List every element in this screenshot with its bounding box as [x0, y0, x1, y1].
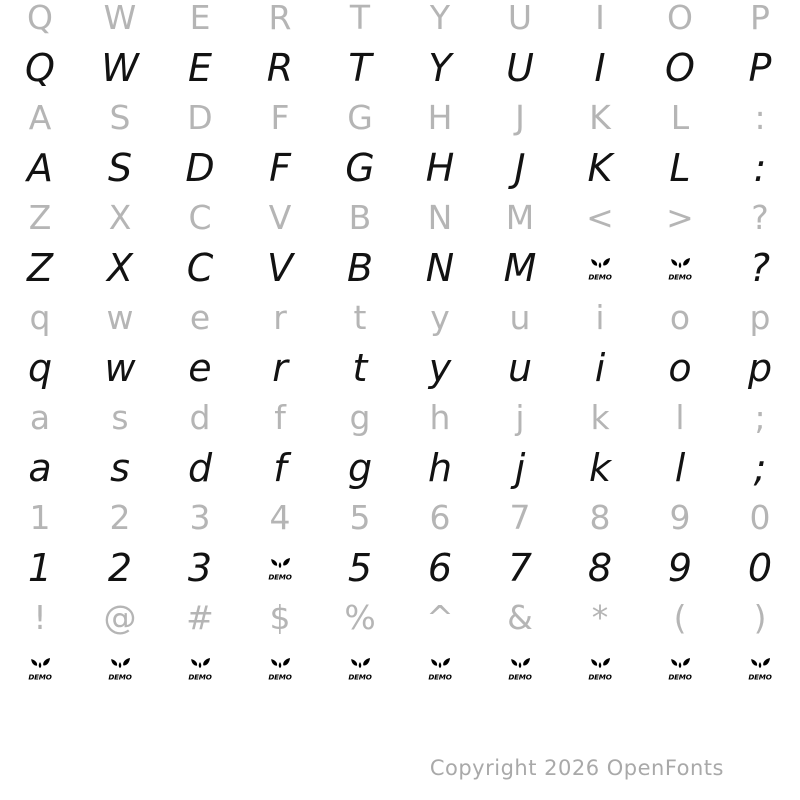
reference-row-caps-asdf — [0, 93, 800, 143]
svg-text:DEMO: DEMO — [428, 672, 452, 681]
specimen-glyph: B — [346, 246, 374, 290]
specimen-glyph: u — [507, 346, 533, 390]
reference-glyph: 6 — [429, 498, 451, 537]
specimen-row-caps-asdf — [0, 143, 800, 193]
svg-text:DEMO: DEMO — [588, 672, 612, 681]
demo-splash-icon — [188, 654, 212, 681]
reference-glyph: o — [669, 298, 691, 337]
specimen-glyph: C — [186, 246, 214, 290]
specimen-glyph: R — [266, 46, 294, 90]
demo-placeholder-cell — [240, 543, 320, 593]
specimen-glyph: F — [269, 146, 291, 190]
reference-glyph: Z — [28, 198, 52, 237]
reference-glyph: w — [106, 298, 134, 337]
specimen-glyph: W — [101, 46, 139, 90]
demo-splash-icon — [108, 654, 132, 681]
reference-glyph: 5 — [349, 498, 371, 537]
reference-glyph: ) — [753, 598, 767, 637]
reference-row-symbols — [0, 593, 800, 643]
reference-glyph: k — [590, 398, 610, 437]
reference-glyph: L — [670, 98, 690, 137]
reference-glyph: l — [675, 398, 685, 437]
demo-placeholder-cell — [240, 643, 320, 693]
specimen-glyph: M — [503, 246, 537, 290]
specimen-glyph: d — [187, 446, 213, 490]
svg-text:DEMO: DEMO — [268, 572, 292, 581]
demo-splash-icon — [748, 654, 772, 681]
specimen-glyph: l — [674, 446, 686, 490]
demo-splash-icon — [348, 654, 372, 681]
reference-glyph: P — [750, 0, 770, 37]
reference-glyph: W — [103, 0, 137, 37]
specimen-glyph: i — [594, 346, 606, 390]
svg-text:DEMO: DEMO — [588, 272, 612, 281]
reference-glyph: > — [666, 198, 694, 237]
svg-text:DEMO: DEMO — [748, 672, 772, 681]
demo-splash-icon — [588, 654, 612, 681]
demo-splash-icon — [588, 254, 612, 281]
specimen-glyph: h — [427, 446, 453, 490]
demo-splash-icon — [28, 654, 52, 681]
specimen-glyph: w — [104, 346, 136, 390]
specimen-glyph: N — [425, 246, 455, 290]
specimen-row-lower-asdf — [0, 443, 800, 493]
specimen-row-caps-qwerty — [0, 43, 800, 93]
specimen-glyph: V — [267, 246, 293, 290]
specimen-glyph: p — [747, 346, 773, 390]
specimen-glyph: 1 — [27, 546, 53, 590]
reference-glyph: J — [515, 98, 525, 137]
specimen-glyph: t — [352, 346, 368, 390]
reference-glyph: I — [595, 0, 605, 37]
reference-glyph: y — [430, 298, 450, 337]
reference-glyph: ; — [754, 398, 766, 437]
specimen-glyph: P — [748, 46, 772, 90]
reference-glyph: & — [507, 598, 533, 637]
specimen-glyph: U — [506, 46, 534, 90]
reference-glyph: 2 — [109, 498, 131, 537]
svg-text:DEMO: DEMO — [108, 672, 132, 681]
demo-placeholder-cell — [640, 643, 720, 693]
copyright-watermark: Copyright 2026 OpenFonts — [429, 756, 724, 780]
svg-text:DEMO: DEMO — [188, 672, 212, 681]
specimen-glyph: s — [110, 446, 130, 490]
specimen-glyph: g — [347, 446, 373, 490]
reference-row-caps-qwerty — [0, 0, 800, 43]
reference-glyph: D — [187, 98, 213, 137]
reference-glyph: h — [429, 398, 451, 437]
specimen-glyph: ? — [749, 246, 771, 290]
specimen-glyph: Q — [25, 46, 55, 90]
specimen-glyph: K — [587, 146, 613, 190]
reference-glyph: G — [347, 98, 373, 137]
reference-glyph: a — [29, 398, 51, 437]
reference-glyph: ? — [751, 198, 769, 237]
reference-glyph: 7 — [509, 498, 531, 537]
reference-row-caps-zxcv — [0, 193, 800, 243]
specimen-glyph: G — [345, 146, 375, 190]
demo-splash-icon — [508, 654, 532, 681]
specimen-glyph: f — [273, 446, 287, 490]
specimen-glyph: 7 — [507, 546, 533, 590]
reference-glyph: K — [589, 98, 611, 137]
reference-glyph: Y — [429, 0, 451, 37]
specimen-glyph: 8 — [587, 546, 613, 590]
demo-splash-icon — [668, 654, 692, 681]
reference-glyph: M — [505, 198, 535, 237]
reference-glyph: ! — [33, 598, 47, 637]
demo-placeholder-cell — [720, 643, 800, 693]
reference-glyph: E — [189, 0, 211, 37]
reference-glyph: ( — [673, 598, 687, 637]
reference-row-lower-asdf — [0, 393, 800, 443]
reference-glyph: * — [591, 598, 609, 637]
specimen-glyph: ; — [753, 446, 767, 490]
reference-glyph: t — [353, 298, 367, 337]
reference-glyph: C — [188, 198, 212, 237]
demo-placeholder-cell — [400, 643, 480, 693]
specimen-glyph: O — [665, 46, 695, 90]
reference-glyph: T — [349, 0, 371, 37]
specimen-glyph: r — [272, 346, 288, 390]
specimen-glyph: E — [187, 46, 212, 90]
reference-glyph: < — [586, 198, 614, 237]
demo-placeholder-cell — [80, 643, 160, 693]
reference-glyph: r — [273, 298, 287, 337]
reference-glyph: U — [507, 0, 533, 37]
specimen-row-caps-zxcv — [0, 243, 800, 293]
specimen-row-digits — [0, 543, 800, 593]
specimen-glyph: T — [348, 46, 372, 90]
specimen-glyph: y — [428, 346, 452, 390]
specimen-glyph: Z — [26, 246, 54, 290]
specimen-glyph: q — [27, 346, 53, 390]
reference-glyph: : — [754, 98, 766, 137]
reference-glyph: 0 — [749, 498, 771, 537]
specimen-glyph: J — [514, 146, 526, 190]
reference-glyph: @ — [103, 598, 137, 637]
reference-glyph: 1 — [29, 498, 51, 537]
reference-row-lower-qwerty — [0, 293, 800, 343]
reference-glyph: Q — [27, 0, 53, 37]
reference-glyph: q — [29, 298, 51, 337]
reference-glyph: $ — [269, 598, 291, 637]
demo-placeholder-cell — [640, 243, 720, 293]
specimen-row-symbols — [0, 643, 800, 693]
demo-splash-icon — [268, 554, 292, 581]
reference-glyph: f — [274, 398, 286, 437]
svg-text:DEMO: DEMO — [268, 672, 292, 681]
reference-glyph: # — [186, 598, 214, 637]
reference-glyph: X — [108, 198, 132, 237]
reference-glyph: A — [28, 98, 52, 137]
demo-splash-icon — [268, 654, 292, 681]
demo-splash-icon — [428, 654, 452, 681]
reference-glyph: 9 — [669, 498, 691, 537]
specimen-glyph: X — [106, 246, 134, 290]
reference-glyph: N — [427, 198, 453, 237]
specimen-row-lower-qwerty — [0, 343, 800, 393]
reference-glyph: F — [270, 98, 290, 137]
reference-glyph: O — [667, 0, 693, 37]
svg-text:DEMO: DEMO — [668, 672, 692, 681]
specimen-glyph: 6 — [427, 546, 453, 590]
specimen-glyph: e — [188, 346, 212, 390]
reference-glyph: % — [344, 598, 376, 637]
specimen-glyph: Y — [428, 46, 452, 90]
reference-glyph: s — [111, 398, 129, 437]
specimen-glyph: 0 — [747, 546, 773, 590]
specimen-glyph: H — [425, 146, 455, 190]
specimen-glyph: a — [28, 446, 52, 490]
reference-glyph: ^ — [426, 598, 454, 637]
demo-splash-icon — [668, 254, 692, 281]
specimen-glyph: I — [594, 46, 606, 90]
specimen-glyph: A — [27, 146, 53, 190]
reference-glyph: 8 — [589, 498, 611, 537]
specimen-glyph: k — [588, 446, 611, 490]
reference-glyph: S — [109, 98, 131, 137]
reference-glyph: p — [749, 298, 771, 337]
demo-placeholder-cell — [160, 643, 240, 693]
reference-glyph: e — [189, 298, 211, 337]
demo-placeholder-cell — [480, 643, 560, 693]
specimen-glyph: L — [669, 146, 691, 190]
specimen-glyph: : — [753, 146, 767, 190]
demo-placeholder-cell — [0, 643, 80, 693]
specimen-glyph: j — [514, 446, 526, 490]
svg-text:DEMO: DEMO — [668, 272, 692, 281]
reference-glyph: 4 — [269, 498, 291, 537]
reference-glyph: u — [509, 298, 531, 337]
demo-placeholder-cell — [320, 643, 400, 693]
reference-row-digits — [0, 493, 800, 543]
svg-text:DEMO: DEMO — [348, 672, 372, 681]
reference-glyph: V — [268, 198, 292, 237]
specimen-glyph: o — [668, 346, 692, 390]
reference-glyph: 3 — [189, 498, 211, 537]
demo-placeholder-cell — [560, 643, 640, 693]
reference-glyph: i — [595, 298, 605, 337]
specimen-glyph: 2 — [107, 546, 133, 590]
svg-text:DEMO: DEMO — [508, 672, 532, 681]
reference-glyph: g — [349, 398, 371, 437]
specimen-glyph: S — [107, 146, 133, 190]
specimen-glyph: 5 — [347, 546, 373, 590]
demo-placeholder-cell — [560, 243, 640, 293]
svg-text:DEMO: DEMO — [28, 672, 52, 681]
specimen-glyph: D — [185, 146, 215, 190]
specimen-glyph: 9 — [667, 546, 693, 590]
reference-glyph: B — [348, 198, 372, 237]
reference-glyph: R — [268, 0, 292, 37]
reference-glyph: H — [427, 98, 453, 137]
reference-glyph: j — [515, 398, 525, 437]
specimen-glyph: 3 — [187, 546, 213, 590]
reference-glyph: d — [189, 398, 211, 437]
